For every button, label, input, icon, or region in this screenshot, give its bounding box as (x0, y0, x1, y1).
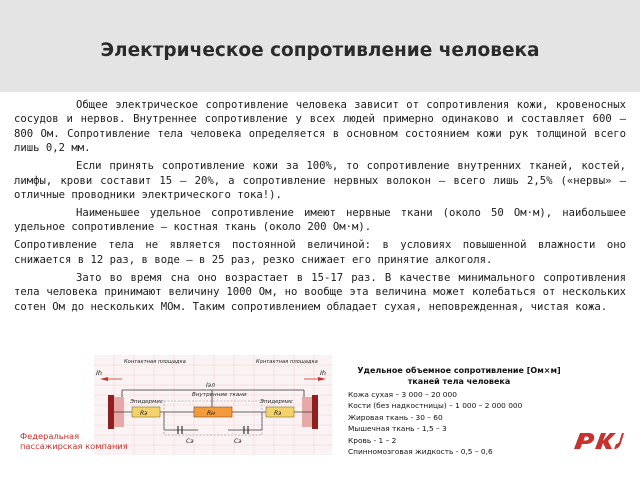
body-resistance-circuit-diagram (94, 355, 332, 455)
paragraph-3: Наименьшее удельное сопротивление имеют нервные ткани (около 50 Ом·м), наибольшее удельное сопротивление — костная ткань (около 200 Ом·м). (14, 207, 626, 234)
body-text (14, 98, 626, 318)
epidermis-left-label: Эпидермис (130, 399, 163, 405)
resistivity-table-header (334, 366, 584, 387)
company-name-line2: пассажирская компания (20, 441, 128, 451)
i-label: Iэл (206, 382, 215, 389)
resistivity-row: Мышечная ткань - 1,5 – 3 (348, 424, 447, 434)
rzd-logo-icon (570, 427, 624, 455)
paragraph-1: Общее электрическое сопротивление человека зависит от сопротивления кожи, кровеносных сосудов и нервов. Внутреннее сопротивление у всех людей примерно одинаково и составляет 600 – 800 Ом. Сопротивление тела человека определяется в основном состоянием кожи рук толщиной всего лишь 0,2 мм. (14, 99, 626, 155)
r-middle-label: Rн (207, 410, 216, 417)
r-left-label: Rэ (140, 410, 148, 417)
slide-title: Электрическое сопротивление человека (100, 40, 540, 61)
paragraph-5: Зато во время сна оно возрастает в 15-17 раз. В качестве минимального сопротивления тела человека принимают величину 1000 Ом, но вообще эта величина может колебаться от нескольких сотен Ом до нескольких МОм. Таким сопротивлением обладает сухая, неповрежденная, чистая кожа. (14, 271, 626, 313)
c-left-label: Сэ (186, 438, 194, 445)
resistivity-row: Кровь - 1 – 2 (348, 435, 397, 445)
paragraph-4: Сопротивление тела не является постоянной величиной: в условиях повышенной влажности оно снижается в 12 раз, в воде – в 25 раз, резко снижает его принятие алкоголя. (14, 239, 626, 266)
company-name (20, 431, 128, 451)
resistivity-row: Жировая ткань - 30 – 60 (348, 412, 443, 422)
r-right-label: Rэ (274, 410, 282, 417)
resistivity-table-title-line2: тканей тела человека (407, 376, 511, 386)
contact-left-label: Контактная площадка (124, 359, 186, 365)
resistivity-row: Кожа сухая – 3 000 – 20 000 (348, 390, 457, 399)
c-right-label: Сэ (234, 438, 242, 445)
electrode-left (108, 395, 114, 429)
resistivity-table-title-line1: Удельное объемное сопротивление [Ом×м] (357, 366, 561, 375)
resistivity-row: Кости (без надкостницы) – 1 000 – 2 000 000 (348, 401, 523, 411)
resistivity-table (334, 366, 584, 457)
electrode-right (312, 395, 318, 429)
paragraph-2: Если принять сопротивление кожи за 100%, то сопротивление внутренних тканей, костей, лимфы, крови составит 15 – 20%, а сопротивление нервных волокон – всего лишь 2,5% («нервы» – отличные проводники электрического тока!). (14, 160, 626, 202)
contact-right-label: Контактная площадка (256, 359, 318, 365)
current-left-label: Ih (96, 369, 103, 377)
company-name-line1: Федеральная (20, 431, 80, 441)
resistivity-row: Спинномозговая жидкость - 0,5 – 0,6 (348, 447, 493, 457)
epidermis-right-label: Эпидермис (260, 399, 293, 405)
current-right-label: Ih (320, 369, 327, 377)
internal-tissues-label: Внутренние ткани (192, 392, 247, 398)
